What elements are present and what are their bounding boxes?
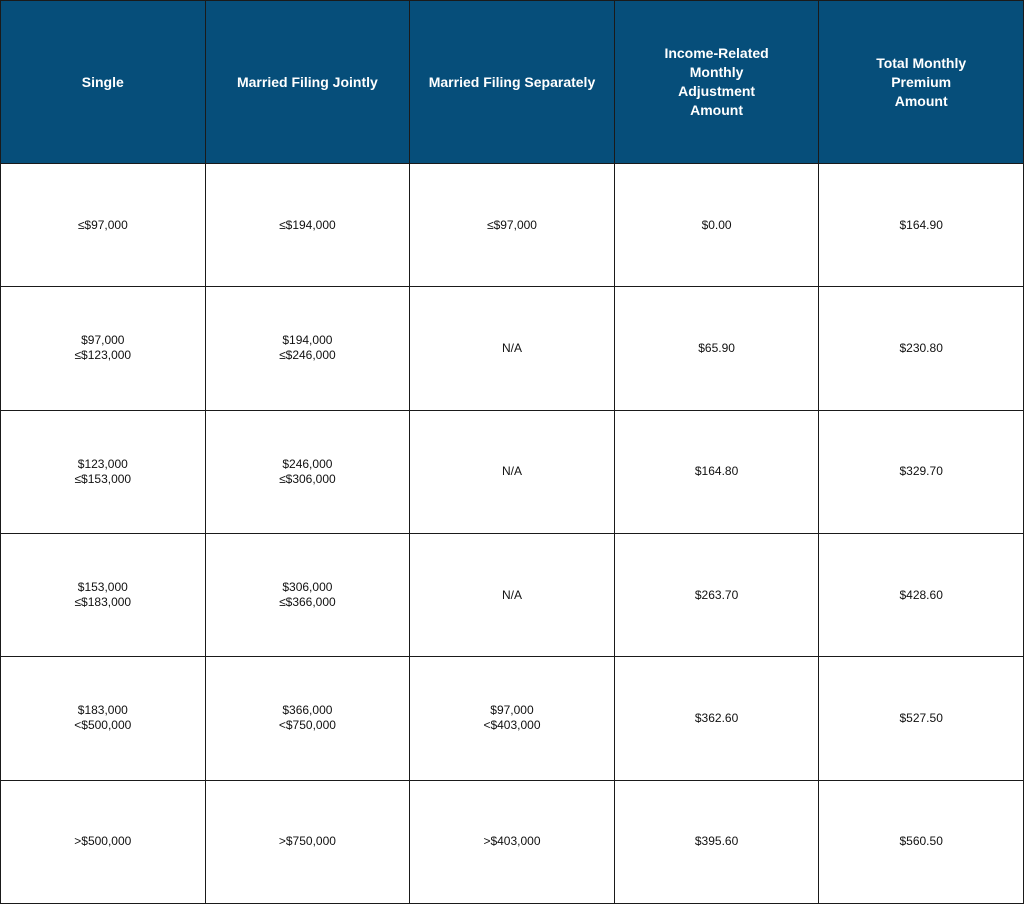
cell-single: ≤$97,000 bbox=[1, 164, 206, 287]
cell-married-separately: N/A bbox=[410, 287, 615, 410]
cell-total-premium: $230.80 bbox=[819, 287, 1024, 410]
table-row bbox=[1, 780, 1024, 903]
cell-married-separately: >$403,000 bbox=[410, 780, 615, 903]
header-married-filing-jointly: Married Filing Jointly bbox=[205, 1, 410, 164]
table-row bbox=[1, 287, 1024, 410]
cell-total-premium: $560.50 bbox=[819, 780, 1024, 903]
cell-married-separately: ≤$97,000 bbox=[410, 164, 615, 287]
cell-married-jointly: $366,000 <$750,000 bbox=[205, 657, 410, 780]
cell-adjustment-amount: $65.90 bbox=[614, 287, 819, 410]
header-total-monthly-premium: Total Monthly Premium Amount bbox=[819, 1, 1024, 164]
header-single: Single bbox=[1, 1, 206, 164]
cell-adjustment-amount: $0.00 bbox=[614, 164, 819, 287]
cell-adjustment-amount: $362.60 bbox=[614, 657, 819, 780]
cell-adjustment-amount: $263.70 bbox=[614, 533, 819, 656]
table-row bbox=[1, 164, 1024, 287]
cell-married-separately: N/A bbox=[410, 410, 615, 533]
cell-single: $97,000 ≤$123,000 bbox=[1, 287, 206, 410]
cell-married-jointly: ≤$194,000 bbox=[205, 164, 410, 287]
table-row bbox=[1, 410, 1024, 533]
cell-adjustment-amount: $164.80 bbox=[614, 410, 819, 533]
cell-single: $183,000 <$500,000 bbox=[1, 657, 206, 780]
cell-single: $153,000 ≤$183,000 bbox=[1, 533, 206, 656]
cell-married-jointly: $246,000 ≤$306,000 bbox=[205, 410, 410, 533]
cell-married-jointly: $194,000 ≤$246,000 bbox=[205, 287, 410, 410]
header-income-related-adjustment: Income-Related Monthly Adjustment Amount bbox=[614, 1, 819, 164]
cell-married-separately: $97,000 <$403,000 bbox=[410, 657, 615, 780]
cell-total-premium: $164.90 bbox=[819, 164, 1024, 287]
cell-single: >$500,000 bbox=[1, 780, 206, 903]
cell-married-separately: N/A bbox=[410, 533, 615, 656]
header-married-filing-separately: Married Filing Separately bbox=[410, 1, 615, 164]
cell-total-premium: $527.50 bbox=[819, 657, 1024, 780]
header-row bbox=[1, 1, 1024, 164]
cell-adjustment-amount: $395.60 bbox=[614, 780, 819, 903]
cell-total-premium: $428.60 bbox=[819, 533, 1024, 656]
cell-total-premium: $329.70 bbox=[819, 410, 1024, 533]
table-row bbox=[1, 533, 1024, 656]
cell-single: $123,000 ≤$153,000 bbox=[1, 410, 206, 533]
cell-married-jointly: $306,000 ≤$366,000 bbox=[205, 533, 410, 656]
cell-married-jointly: >$750,000 bbox=[205, 780, 410, 903]
table-row bbox=[1, 657, 1024, 780]
